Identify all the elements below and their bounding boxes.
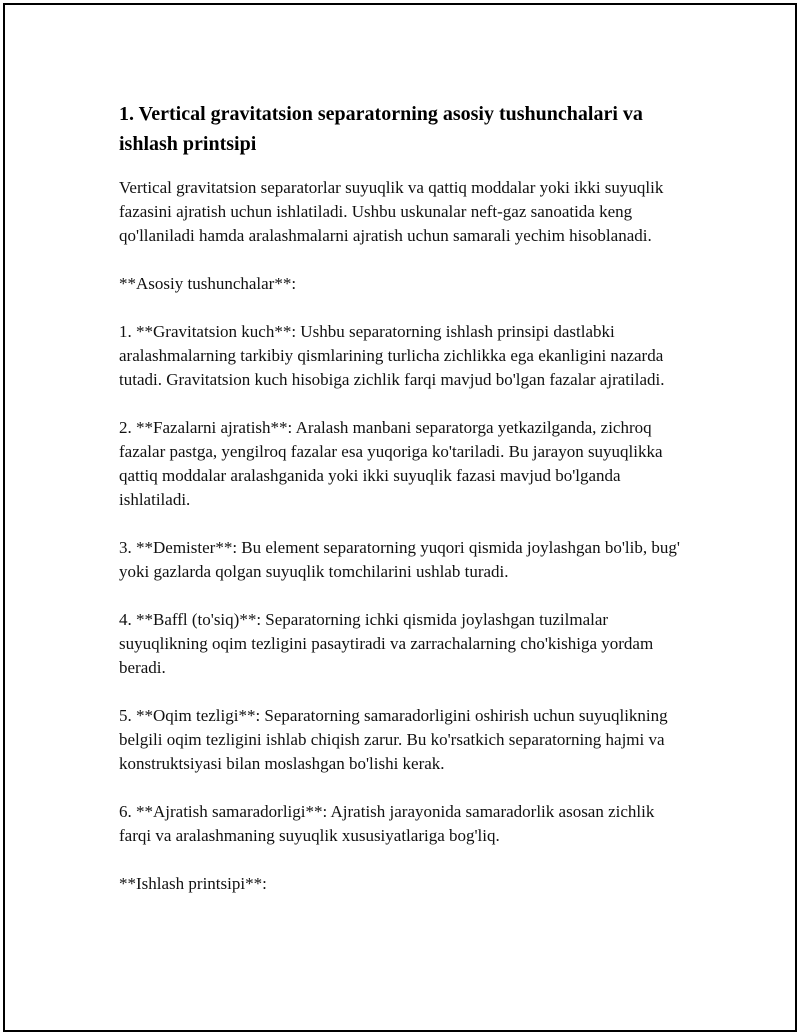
list-item-flow-rate: 5. **Oqim tezligi**: Separatorning samaradorligini oshirish uchun suyuqlikning belgili oqim tezligini ishlab chiqish zarur. Bu ko'rsatkich separatorning hajmi va konstruktsiyasi bilan moslashgan bo'lishi kerak.	[119, 706, 668, 773]
document-body	[119, 99, 689, 920]
document-page	[3, 3, 797, 1032]
list-item-phase-separation: 2. **Fazalarni ajratish**: Aralash manbani separatorga yetkazilganda, zichroq fazalar pastga, yengilroq fazalar esa yuqoriga ko'tariladi. Bu jarayon suyuqlikka qattiq moddalar aralashganida yoki ikki suyuqlik fazasi mavjud bo'lganda ishlatiladi.	[119, 418, 663, 509]
list-item-gravitational-force: 1. **Gravitatsion kuch**: Ushbu separatorning ishlash prinsipi dastlabki aralashmalarning tarkibiy qismlarining turlicha zichlikka ega ekanligini nazarda tutadi. Gravitatsion kuch hisobiga zichlik farqi mavjud bo'lgan fazalar ajratiladi.	[119, 322, 665, 389]
list-item-demister: 3. **Demister**: Bu element separatorning yuqori qismida joylashgan bo'lib, bug' yoki gazlarda qolgan suyuqlik tomchilarini ushlab turadi.	[119, 538, 680, 581]
section-heading: 1. Vertical gravitatsion separatorning asosiy tushunchalari va ishlash printsipi	[119, 103, 643, 155]
subheading-basic-concepts: **Asosiy tushunchalar**:	[119, 274, 297, 293]
list-item-baffle: 4. **Baffl (to'siq)**: Separatorning ichki qismida joylashgan tuzilmalar suyuqlikning oqim tezligini pasaytiradi va zarrachalarning cho'kishiga yordam beradi.	[119, 610, 654, 677]
subheading-working-principle: **Ishlash printsipi**:	[119, 874, 267, 893]
intro-paragraph: Vertical gravitatsion separatorlar suyuqlik va qattiq moddalar yoki ikki suyuqlik fazasini ajratish uchun ishlatiladi. Ushbu uskunalar neft-gaz sanoatida keng qo'llaniladi hamda aralashmalarni ajratish uchun samarali yechim hisoblanadi.	[119, 178, 664, 245]
list-item-separation-efficiency: 6. **Ajratish samaradorligi**: Ajratish jarayonida samaradorlik asosan zichlik farqi va aralashmaning suyuqlik xususiyatlariga bog'liq.	[119, 802, 655, 845]
